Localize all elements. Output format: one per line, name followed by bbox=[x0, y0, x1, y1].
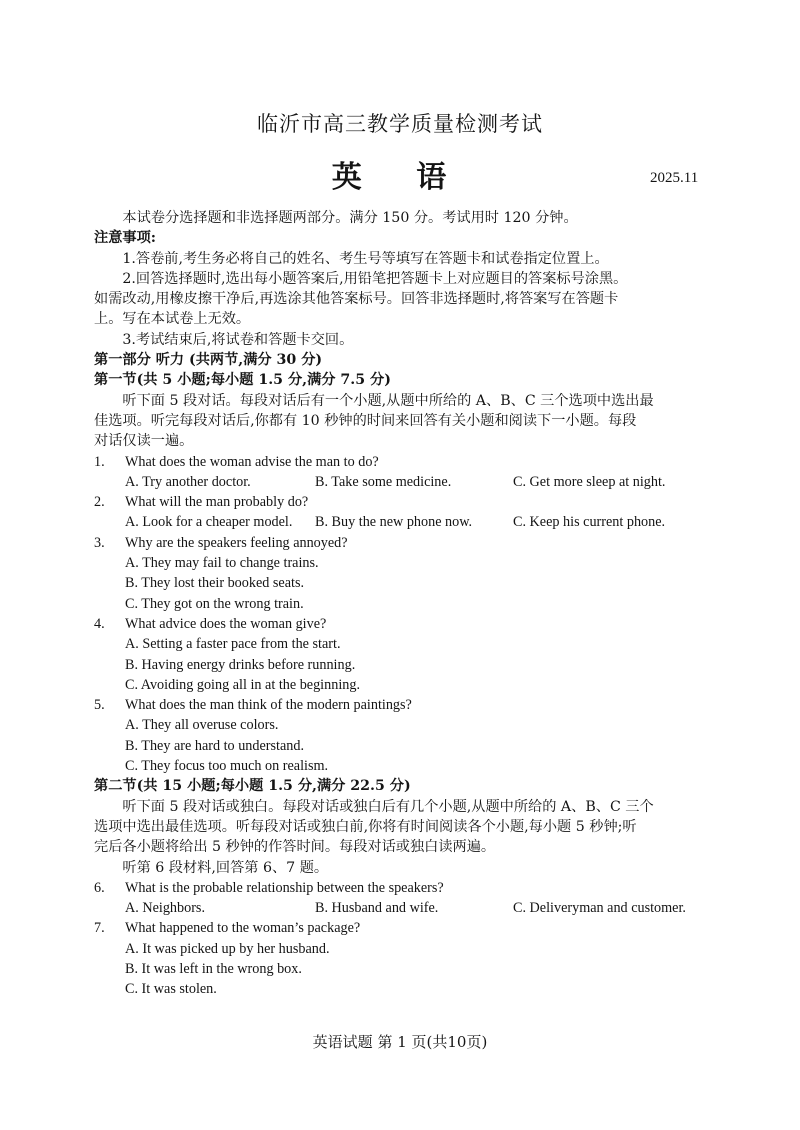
section2-instructions-line-2: 选项中选出最佳选项。听每段对话或独白前,你将有时间阅读各个小题,每小题 5 秒钟;听 bbox=[94, 818, 637, 835]
option-c[interactable]: C. Keep his current phone. bbox=[513, 514, 666, 531]
question-stem: What is the probable relationship between the speakers? bbox=[125, 879, 444, 896]
question-7 bbox=[94, 918, 714, 938]
notice-item-2-line-3: 上。写在本试卷上无效。 bbox=[94, 311, 251, 328]
question-1 bbox=[94, 452, 714, 472]
option-c[interactable]: C. Avoiding going all in at the beginning. bbox=[125, 676, 360, 693]
option-a[interactable]: A. They all overuse colors. bbox=[125, 717, 279, 734]
section2-instructions-line-3: 完后各小题将给出 5 秒钟的作答时间。每段对话或独白读两遍。 bbox=[94, 839, 496, 856]
option-b[interactable]: B. It was left in the wrong box. bbox=[125, 960, 302, 977]
question-number: 2. bbox=[94, 494, 105, 511]
option-c[interactable]: C. They focus too much on realism. bbox=[125, 758, 329, 775]
question-stem: What advice does the woman give? bbox=[125, 615, 327, 632]
notice-item-2-line-1: 2.回答选择题时,选出每小题答案后,用铅笔把答题卡上对应题目的答案标号涂黑。 bbox=[122, 270, 628, 287]
question-stem: What does the woman advise the man to do? bbox=[125, 453, 379, 470]
option-b[interactable]: B. Buy the new phone now. bbox=[315, 514, 473, 531]
question-2-options bbox=[94, 512, 714, 532]
material-6-heading: 听第 6 段材料,回答第 6、7 题。 bbox=[122, 859, 329, 876]
page-footer: 英语试题 第 1 页(共10页) bbox=[312, 1033, 488, 1051]
question-2 bbox=[94, 492, 714, 512]
question-4 bbox=[94, 614, 714, 634]
section1-heading: 第一节(共 5 小题;每小题 1.5 分,满分 7.5 分) bbox=[94, 372, 391, 389]
question-3 bbox=[94, 533, 714, 553]
question-number: 7. bbox=[94, 920, 105, 937]
question-number: 6. bbox=[94, 879, 105, 896]
question-number: 1. bbox=[94, 453, 105, 470]
subject-title: 英 语 bbox=[331, 160, 469, 195]
section2-instructions-line-1: 听下面 5 段对话或独白。每段对话或独白后有几个小题,从题中所给的 A、B、C 三个 bbox=[122, 798, 654, 815]
section1-instructions-line-3: 对话仅读一遍。 bbox=[94, 433, 194, 450]
option-a[interactable]: A. Try another doctor. bbox=[125, 473, 251, 490]
question-stem: What does the man think of the modern paintings? bbox=[125, 697, 412, 714]
option-b[interactable]: B. Take some medicine. bbox=[315, 473, 452, 490]
option-a[interactable]: A. Setting a faster pace from the start. bbox=[125, 636, 341, 653]
question-stem: What will the man probably do? bbox=[125, 494, 309, 511]
question-stem: Why are the speakers feeling annoyed? bbox=[125, 534, 348, 551]
option-a[interactable]: A. Look for a cheaper model. bbox=[125, 514, 293, 531]
option-b[interactable]: B. They lost their booked seats. bbox=[125, 575, 305, 592]
notice-heading: 注意事项: bbox=[94, 230, 156, 247]
option-c[interactable]: C. Deliveryman and customer. bbox=[513, 900, 686, 917]
question-6 bbox=[94, 878, 714, 898]
part1-heading: 第一部分 听力 (共两节,满分 30 分) bbox=[94, 352, 323, 369]
question-number: 3. bbox=[94, 534, 105, 551]
question-1-options bbox=[94, 472, 714, 492]
option-c[interactable]: C. They got on the wrong train. bbox=[125, 595, 304, 612]
option-c[interactable]: C. It was stolen. bbox=[125, 981, 217, 998]
intro-text: 本试卷分选择题和非选择题两部分。满分 150 分。考试用时 120 分钟。 bbox=[122, 210, 578, 226]
question-number: 4. bbox=[94, 615, 105, 632]
exam-body bbox=[94, 208, 714, 1000]
option-a[interactable]: A. It was picked up by her husband. bbox=[125, 940, 330, 957]
notice-item-3: 3.考试结束后,将试卷和答题卡交回。 bbox=[122, 331, 354, 348]
question-5 bbox=[94, 695, 714, 715]
option-b[interactable]: B. They are hard to understand. bbox=[125, 737, 304, 754]
exam-title: 临沂市高三教学质量检测考试 bbox=[257, 112, 543, 136]
notice-item-2-line-2: 如需改动,用橡皮擦干净后,再选涂其他答案标号。回答非选择题时,将答案写在答题卡 bbox=[94, 291, 619, 308]
section1-instructions-line-2: 佳选项。听完每段对话后,你都有 10 秒钟的时间来回答有关小题和阅读下一小题。每段 bbox=[94, 412, 637, 429]
section2-heading: 第二节(共 15 小题;每小题 1.5 分,满分 22.5 分) bbox=[94, 778, 411, 795]
option-b[interactable]: B. Having energy drinks before running. bbox=[125, 656, 356, 673]
option-c[interactable]: C. Get more sleep at night. bbox=[513, 473, 666, 490]
question-number: 5. bbox=[94, 697, 105, 714]
option-a[interactable]: A. Neighbors. bbox=[125, 900, 205, 917]
section1-instructions-line-1: 听下面 5 段对话。每段对话后有一个小题,从题中所给的 A、B、C 三个选项中选出最 bbox=[122, 392, 654, 409]
exam-date: 2025.11 bbox=[650, 170, 699, 186]
option-a[interactable]: A. They may fail to change trains. bbox=[125, 555, 319, 572]
notice-item-1: 1.答卷前,考生务必将自己的姓名、考生号等填写在答题卡和试卷指定位置上。 bbox=[122, 250, 609, 267]
question-stem: What happened to the woman’s package? bbox=[125, 920, 361, 937]
option-b[interactable]: B. Husband and wife. bbox=[315, 900, 439, 917]
question-6-options bbox=[94, 898, 714, 918]
